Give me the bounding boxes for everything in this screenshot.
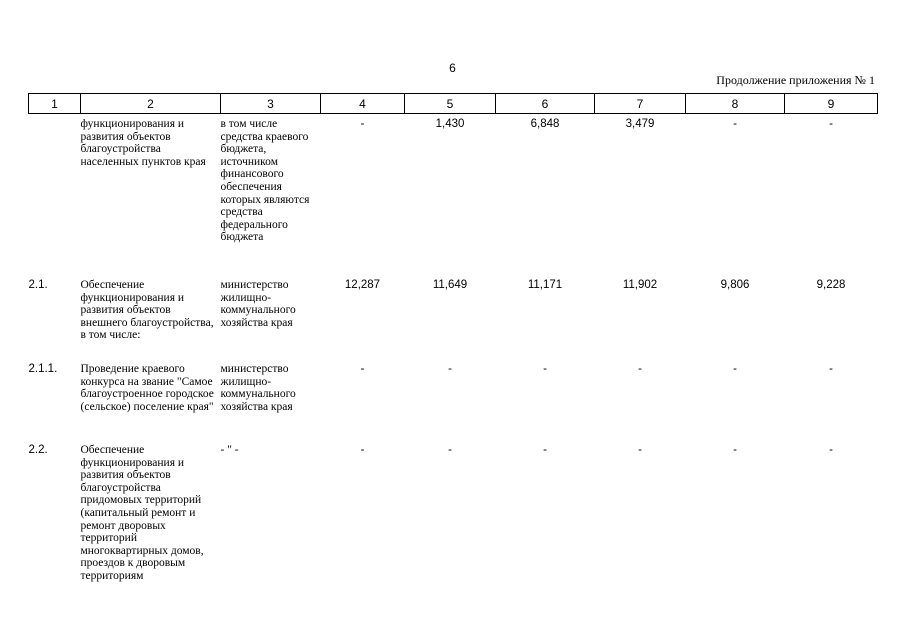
row-value-col-6: - bbox=[543, 444, 547, 456]
row-value-col-5: 11,649 bbox=[432, 279, 468, 291]
row-name: Проведение краевого конкурса на звание "Самое благоустроенное городское (сельское) поселение края" bbox=[80, 363, 214, 413]
row-code bbox=[29, 114, 81, 273]
row-value-col-4: - bbox=[360, 363, 365, 375]
header-col-9: 9 bbox=[785, 94, 878, 114]
row-executor: министерство жилищно-коммунального хозяйства края bbox=[220, 363, 296, 413]
header-col-1: 1 bbox=[29, 94, 81, 114]
header-col-8: 8 bbox=[686, 94, 785, 114]
row-code: 2.1.1. bbox=[28, 363, 58, 375]
row-code: 2.1. bbox=[28, 279, 48, 291]
row-executor: в том числе средства краевого бюджета, источником финансового обеспечения которых являются средства федерального бюджета bbox=[220, 118, 310, 244]
row-value-col-7: 11,902 bbox=[622, 279, 658, 291]
continuation-note: Продолжение приложения № 1 bbox=[716, 73, 875, 87]
row-name: функционирования и развития объектов благоустройства населенных пунктов края bbox=[80, 118, 206, 168]
row-value-col-9: 9,228 bbox=[816, 279, 846, 291]
row-value-col-9: - bbox=[829, 363, 833, 375]
row-value-col-7: 3,479 bbox=[625, 118, 655, 130]
row-value-col-6: 11,171 bbox=[527, 279, 563, 291]
page-number: 6 bbox=[449, 61, 456, 75]
row-value-col-7: - bbox=[638, 444, 642, 456]
row-value-col-4: 12,287 bbox=[344, 279, 381, 291]
row-value-col-9: - bbox=[829, 118, 833, 130]
row-executor: - " - bbox=[220, 444, 239, 456]
header-col-6: 6 bbox=[496, 94, 595, 114]
header-col-2: 2 bbox=[81, 94, 221, 114]
header-col-3: 3 bbox=[221, 94, 321, 114]
row-value-col-9: - bbox=[829, 444, 833, 456]
row-value-col-5: - bbox=[448, 444, 452, 456]
row-value-col-6: 6,848 bbox=[530, 118, 560, 130]
row-code: 2.2. bbox=[28, 444, 48, 456]
row-value-col-8: - bbox=[733, 118, 737, 130]
table-row bbox=[29, 272, 878, 356]
row-value-col-5: 1,430 bbox=[435, 118, 465, 130]
row-value-col-8: 9,806 bbox=[720, 279, 750, 291]
header-col-5: 5 bbox=[405, 94, 496, 114]
row-value-col-8: - bbox=[733, 363, 737, 375]
row-value-col-6: - bbox=[543, 363, 547, 375]
table-header-row bbox=[29, 94, 878, 114]
row-executor: министерство жилищно-коммунального хозяйства края bbox=[220, 279, 296, 329]
table-row bbox=[29, 356, 878, 439]
row-value-col-8: - bbox=[733, 444, 737, 456]
header-col-4: 4 bbox=[321, 94, 405, 114]
header-col-7: 7 bbox=[595, 94, 686, 114]
row-name: Обеспечение функционирования и развития объектов благоустройства придомовых территорий (капитальный ремонт и ремонт дворовых территорий многоквартирных домов, проездов к дворовым территориям bbox=[80, 444, 204, 582]
row-value-col-4: - bbox=[360, 444, 365, 456]
table-row bbox=[29, 439, 878, 583]
row-value-col-4: - bbox=[360, 118, 365, 130]
row-name: Обеспечение функционирования и развития объектов внешнего благоустройства, в том числе: bbox=[80, 279, 214, 342]
program-table bbox=[28, 93, 878, 583]
table-row bbox=[29, 114, 878, 273]
row-value-col-5: - bbox=[448, 363, 452, 375]
row-value-col-7: - bbox=[638, 363, 642, 375]
